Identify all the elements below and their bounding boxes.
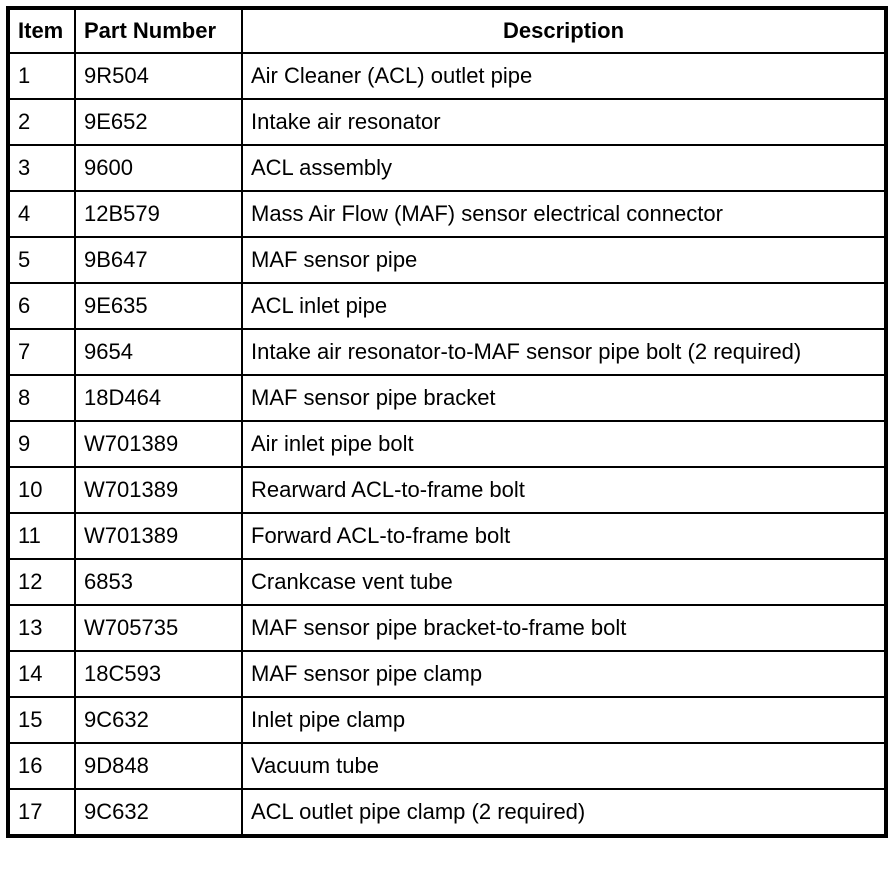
- part-number-cell: W701389: [75, 467, 242, 513]
- part-number-cell: 9C632: [75, 697, 242, 743]
- description-cell: Inlet pipe clamp: [242, 697, 886, 743]
- part-number-cell: 9D848: [75, 743, 242, 789]
- description-cell: MAF sensor pipe bracket-to-frame bolt: [242, 605, 886, 651]
- table-row: [8, 191, 886, 237]
- item-cell: 4: [8, 191, 75, 237]
- description-cell: Air inlet pipe bolt: [242, 421, 886, 467]
- item-cell: 5: [8, 237, 75, 283]
- header-row: [8, 8, 886, 53]
- table-row: [8, 329, 886, 375]
- item-cell: 13: [8, 605, 75, 651]
- item-cell: 14: [8, 651, 75, 697]
- part-number-cell: 12B579: [75, 191, 242, 237]
- description-cell: Forward ACL-to-frame bolt: [242, 513, 886, 559]
- description-cell: MAF sensor pipe clamp: [242, 651, 886, 697]
- description-cell: MAF sensor pipe bracket: [242, 375, 886, 421]
- item-cell: 10: [8, 467, 75, 513]
- part-number-cell: 9C632: [75, 789, 242, 836]
- part-number-cell: 9E635: [75, 283, 242, 329]
- table-row: [8, 467, 886, 513]
- item-cell: 15: [8, 697, 75, 743]
- table-row: [8, 145, 886, 191]
- table-row: [8, 789, 886, 836]
- table-row: [8, 53, 886, 99]
- table-row: [8, 559, 886, 605]
- part-number-cell: 9R504: [75, 53, 242, 99]
- description-cell: ACL assembly: [242, 145, 886, 191]
- item-cell: 12: [8, 559, 75, 605]
- part-number-cell: 6853: [75, 559, 242, 605]
- part-number-cell: 9654: [75, 329, 242, 375]
- table-row: [8, 421, 886, 467]
- description-cell: MAF sensor pipe: [242, 237, 886, 283]
- table-row: [8, 513, 886, 559]
- description-cell: Vacuum tube: [242, 743, 886, 789]
- item-cell: 16: [8, 743, 75, 789]
- part-number-cell: 18C593: [75, 651, 242, 697]
- item-cell: 11: [8, 513, 75, 559]
- part-number-cell: 9600: [75, 145, 242, 191]
- table-row: [8, 375, 886, 421]
- part-number-cell: 9E652: [75, 99, 242, 145]
- table-row: [8, 697, 886, 743]
- parts-table: [6, 6, 888, 838]
- item-cell: 9: [8, 421, 75, 467]
- description-cell: Air Cleaner (ACL) outlet pipe: [242, 53, 886, 99]
- table-row: [8, 605, 886, 651]
- item-cell: 17: [8, 789, 75, 836]
- part-number-cell: W701389: [75, 513, 242, 559]
- part-number-cell: 18D464: [75, 375, 242, 421]
- header-description: Description: [242, 8, 886, 53]
- description-cell: ACL outlet pipe clamp (2 required): [242, 789, 886, 836]
- item-cell: 3: [8, 145, 75, 191]
- table-row: [8, 651, 886, 697]
- table-header: [8, 8, 886, 53]
- description-cell: Intake air resonator: [242, 99, 886, 145]
- item-cell: 1: [8, 53, 75, 99]
- item-cell: 2: [8, 99, 75, 145]
- item-cell: 7: [8, 329, 75, 375]
- description-cell: Intake air resonator-to-MAF sensor pipe bolt (2 required): [242, 329, 886, 375]
- part-number-cell: W705735: [75, 605, 242, 651]
- item-cell: 6: [8, 283, 75, 329]
- item-cell: 8: [8, 375, 75, 421]
- part-number-cell: W701389: [75, 421, 242, 467]
- description-cell: Mass Air Flow (MAF) sensor electrical connector: [242, 191, 886, 237]
- header-item: Item: [8, 8, 75, 53]
- table-row: [8, 743, 886, 789]
- table-row: [8, 237, 886, 283]
- description-cell: ACL inlet pipe: [242, 283, 886, 329]
- header-part-number: Part Number: [75, 8, 242, 53]
- table-row: [8, 99, 886, 145]
- part-number-cell: 9B647: [75, 237, 242, 283]
- description-cell: Rearward ACL-to-frame bolt: [242, 467, 886, 513]
- table-row: [8, 283, 886, 329]
- description-cell: Crankcase vent tube: [242, 559, 886, 605]
- table-body: [8, 53, 886, 836]
